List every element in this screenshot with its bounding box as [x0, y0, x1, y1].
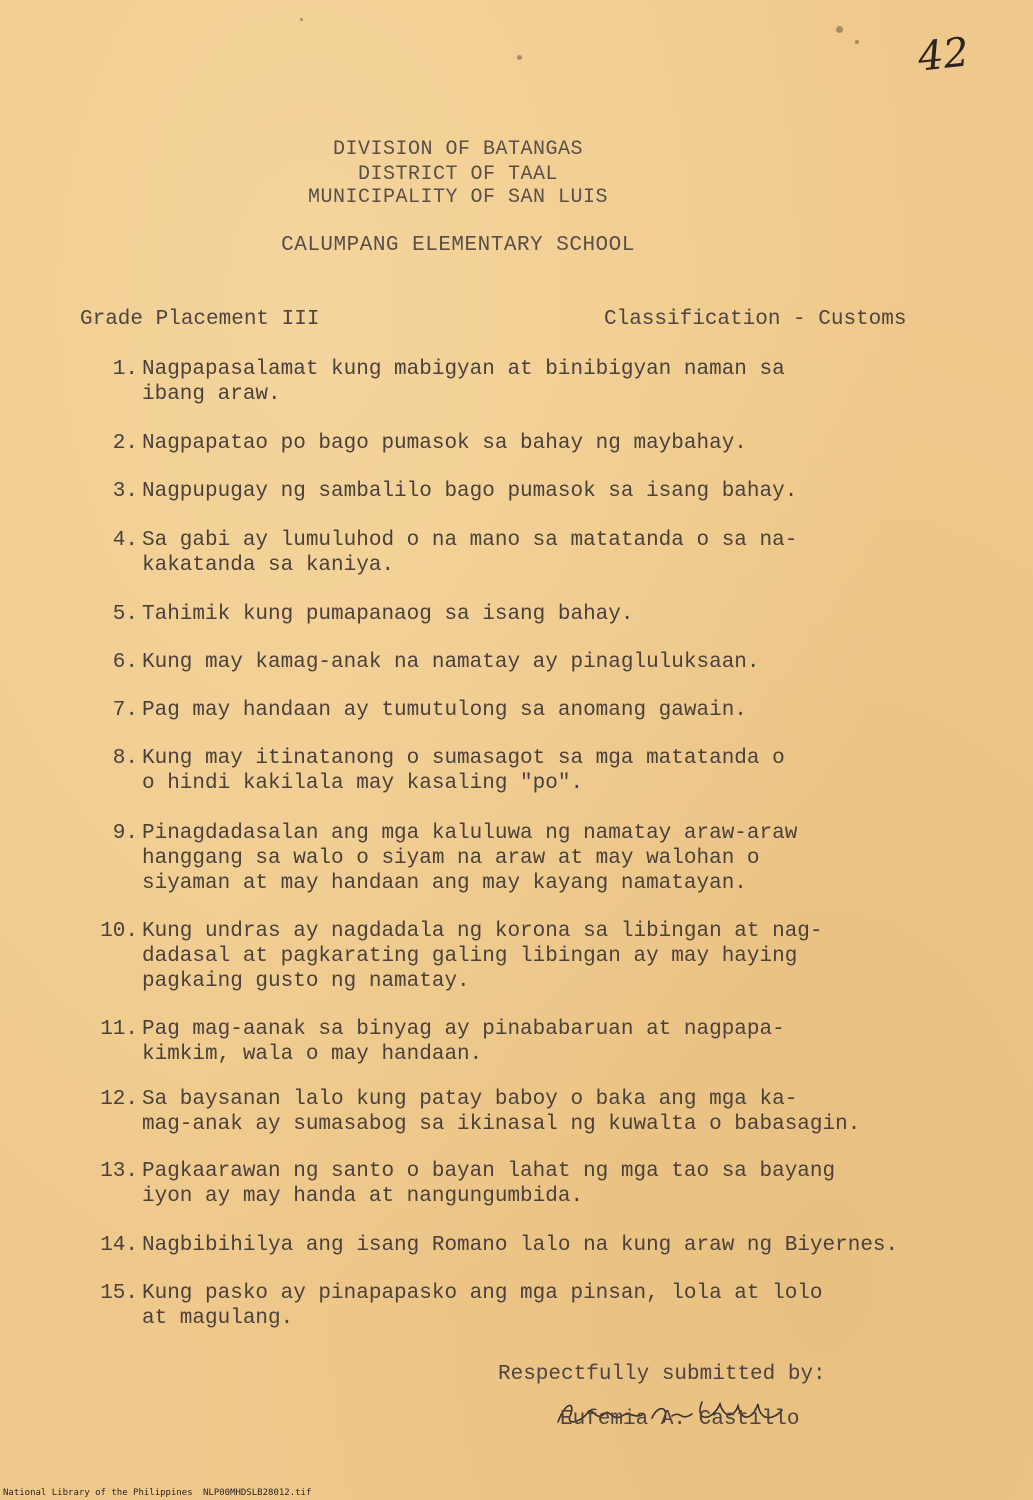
item-number: 1. [112, 358, 138, 381]
municipality-heading: MUNICIPALITY OF SAN LUIS [307, 186, 609, 209]
ink-speck [517, 55, 522, 60]
classification: Classification - Customs [604, 308, 907, 331]
item-number: 2. [112, 432, 138, 455]
item-text: Nagbibihilya ang isang Romano lalo na kung araw ng Biyernes. [142, 1234, 899, 1257]
item-number: 10. [100, 920, 138, 943]
signatory-name: Eufemia A. Castillo [560, 1408, 800, 1431]
item-text: Pag may handaan ay tumutulong sa anomang gawain. [142, 699, 747, 722]
item-text: Pag mag-aanak sa binyag ay pinababaruan at nagpapa- kimkim, wala o may handaan. [142, 1018, 785, 1066]
closing-text: Respectfully submitted by: [498, 1363, 826, 1386]
item-text: Pinagdadasalan ang mga kaluluwa ng namatay araw-araw hanggang sa walo o siyam na araw at may walohan o siyaman at may handaan ang may kayang namatayan. [142, 822, 798, 895]
district-heading: DISTRICT OF TAAL [357, 163, 559, 186]
item-text: Pagkaarawan ng santo o bayan lahat ng mga tao sa bayang iyon ay may handa at nangungumbida. [142, 1160, 836, 1208]
footer-filename: NLP00MHDSLB28012.tif [203, 1488, 312, 1498]
page-number-mark: 42 [915, 29, 972, 81]
item-number: 12. [100, 1088, 138, 1111]
item-number: 3. [112, 480, 138, 503]
item-text: Nagpapatao po bago pumasok sa bahay ng maybahay. [142, 432, 747, 455]
item-text: Tahimik kung pumapanaog sa isang bahay. [142, 603, 634, 626]
item-text: Kung may itinatanong o sumasagot sa mga matatanda o o hindi kakilala may kasaling "po". [142, 747, 785, 795]
grade-placement: Grade Placement III [80, 308, 320, 331]
ink-speck [855, 40, 859, 44]
division-heading: DIVISION OF BATANGAS [332, 138, 584, 161]
item-number: 9. [112, 822, 138, 845]
item-number: 5. [112, 603, 138, 626]
item-text: Sa baysanan lalo kung patay baboy o baka ang mga ka- mag-anak ay sumasabog sa ikinasal ng kuwalta o babasagin. [142, 1088, 861, 1136]
item-number: 7. [112, 699, 138, 722]
item-number: 14. [100, 1234, 138, 1257]
item-number: 11. [100, 1018, 138, 1041]
school-heading: CALUMPANG ELEMENTARY SCHOOL [281, 234, 635, 257]
item-number: 8. [112, 747, 138, 770]
item-number: 15. [100, 1282, 138, 1305]
item-number: 13. [100, 1160, 138, 1183]
item-text: Sa gabi ay lumuluhod o na mano sa matatanda o sa na- kakatanda sa kaniya. [142, 529, 798, 577]
item-text: Nagpapasalamat kung mabigyan at binibigyan naman sa ibang araw. [142, 358, 785, 406]
item-text: Kung pasko ay pinapapasko ang mga pinsan, lola at lolo at magulang. [142, 1282, 823, 1330]
footer-source: National Library of the Philippines [3, 1488, 193, 1498]
item-number: 4. [112, 529, 138, 552]
item-text: Nagpupugay ng sambalilo bago pumasok sa isang bahay. [142, 480, 798, 503]
ink-speck [300, 18, 303, 21]
item-text: Kung undras ay nagdadala ng korona sa libingan at nag- dadasal at pagkarating galing libingan ay may haying pagkaing gusto ng namatay. [142, 920, 823, 993]
ink-speck [836, 26, 843, 33]
item-text: Kung may kamag-anak na namatay ay pinagluluksaan. [142, 651, 760, 674]
item-number: 6. [112, 651, 138, 674]
